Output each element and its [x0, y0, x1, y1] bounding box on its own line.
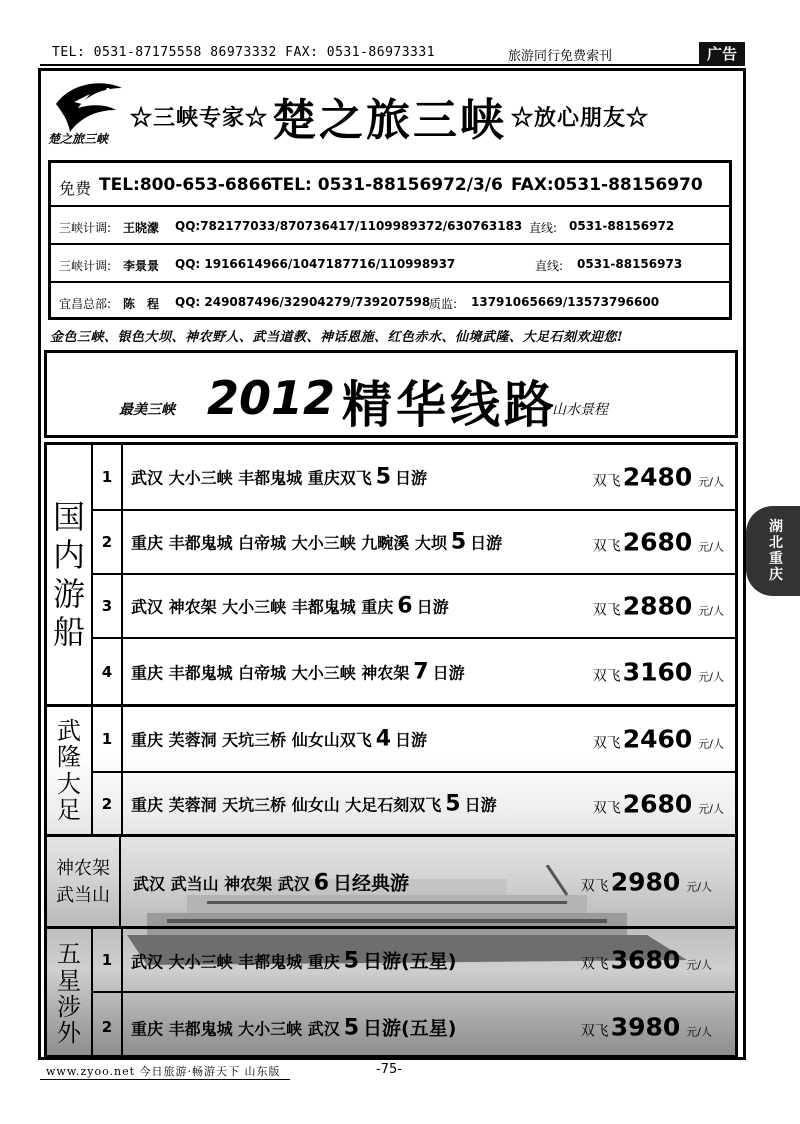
route-row: 武汉 武当山 神农架 武汉 6 日经典游 双飞2980 元/人	[121, 837, 738, 929]
qq-numbers: QQ: 1916614966/1047187716/110998937	[175, 257, 456, 271]
banner-post: 山水景程	[552, 402, 608, 418]
contact-row	[51, 207, 729, 245]
route-row: 1 重庆 芙蓉洞 天坑三桥 仙女山双飞 4 日游 双飞2460 元/人	[93, 707, 738, 773]
person-name: 李景景	[123, 259, 160, 273]
direct-label: 直线:	[529, 221, 558, 235]
group-wulong-dazu: 武 隆 大 足	[47, 707, 93, 837]
footer-site: www.zyoo.net 今日旅游·畅游天下 山东版	[46, 1065, 281, 1078]
page-number: -75-	[376, 1062, 402, 1077]
left-slogan: ☆三峡专家☆	[130, 104, 269, 131]
attractions-line: 金色三峡、银色大坝、神农野人、武当道教、神话恩施、红色赤水、仙境武隆、大足石刻欢迎您!	[50, 330, 624, 345]
price: 2880	[622, 591, 693, 621]
qq-numbers: QQ: 249087496/32904279/739207598	[175, 295, 431, 309]
route-row: 1 武汉 大小三峡 丰都鬼城 重庆 5 日游(五星) 双飞3680 元/人	[93, 929, 738, 993]
free-tel: TEL:800-653-6866	[99, 175, 273, 195]
route-row: 3 武汉 神农架 大小三峡 丰都鬼城 重庆 6 日游 双飞2880 元/人	[93, 575, 738, 639]
person-name: 王晓濛	[123, 221, 160, 235]
group-five-star: 五 星 涉 外	[47, 929, 93, 1058]
price: 3980	[610, 1012, 681, 1042]
top-bar	[40, 44, 745, 66]
ad-tag: 广告	[699, 42, 745, 66]
banner-pre: 最美三峡	[119, 402, 175, 418]
banner	[44, 350, 738, 438]
price: 3680	[610, 945, 681, 975]
footer	[40, 1062, 760, 1082]
banner-year: 2012	[207, 371, 336, 425]
price: 2680	[622, 789, 693, 818]
contact-box	[48, 160, 732, 320]
route-row: 2 重庆 芙蓉洞 天坑三桥 仙女山 大足石刻双飞 5 日游 双飞2680 元/人	[93, 773, 738, 837]
role: 三峡计调:	[59, 221, 112, 235]
price: 2980	[610, 867, 681, 896]
direct-number: 13791065669/13573796600	[471, 295, 660, 309]
price: 2460	[622, 724, 693, 754]
brand-name: 楚之旅三峡	[272, 95, 508, 146]
banner-title: 精华线路	[342, 375, 558, 434]
publisher-contact: TEL: 0531-87175558 86973332 FAX: 0531-86973331	[52, 45, 436, 60]
fax: FAX:0531-88156970	[511, 175, 703, 195]
routes-table	[44, 442, 738, 1058]
direct-number: 0531-88156973	[577, 257, 683, 271]
section-side-tab: 湖 北 重 庆	[746, 506, 800, 596]
headline	[130, 86, 730, 146]
role: 宜昌总部:	[59, 297, 112, 311]
direct-number: 0531-88156972	[569, 219, 675, 233]
free-label: 免费	[59, 179, 92, 198]
direct-label: 直线:	[535, 259, 564, 273]
publisher-slogan: 旅游同行免费索刊	[508, 49, 613, 64]
role: 三峡计调:	[59, 259, 112, 273]
hotline-row	[51, 163, 729, 207]
route-row: 2 重庆 丰都鬼城 白帝城 大小三峡 九畹溪 大坝 5 日游 双飞2680 元/人	[93, 511, 738, 575]
route-row: 4 重庆 丰都鬼城 白帝城 大小三峡 神农架 7 日游 双飞3160 元/人	[93, 639, 738, 707]
price: 2680	[622, 527, 693, 557]
contact-row	[51, 283, 729, 321]
route-row: 2 重庆 丰都鬼城 大小三峡 武汉 5 日游(五星) 双飞3980 元/人	[93, 993, 738, 1058]
logo-script: 楚之旅三峡	[48, 132, 109, 146]
qq-numbers: QQ:782177033/870736417/1109989372/630763183	[175, 219, 523, 233]
price: 2480	[622, 462, 693, 492]
person-name: 陈 程	[123, 297, 160, 311]
direct-label: 质监:	[429, 297, 458, 311]
price: 3160	[622, 657, 693, 686]
contact-row	[51, 245, 729, 283]
group-domestic-cruise: 国 内 游 船	[47, 445, 93, 707]
group-shennongjia-wudang: 神农架 武当山	[47, 837, 121, 929]
route-row: 1 武汉 大小三峡 丰都鬼城 重庆双飞 5 日游 双飞2480 元/人	[93, 445, 738, 511]
tel: TEL: 0531-88156972/3/6	[271, 175, 503, 195]
right-slogan: ☆放心朋友☆	[511, 104, 650, 131]
